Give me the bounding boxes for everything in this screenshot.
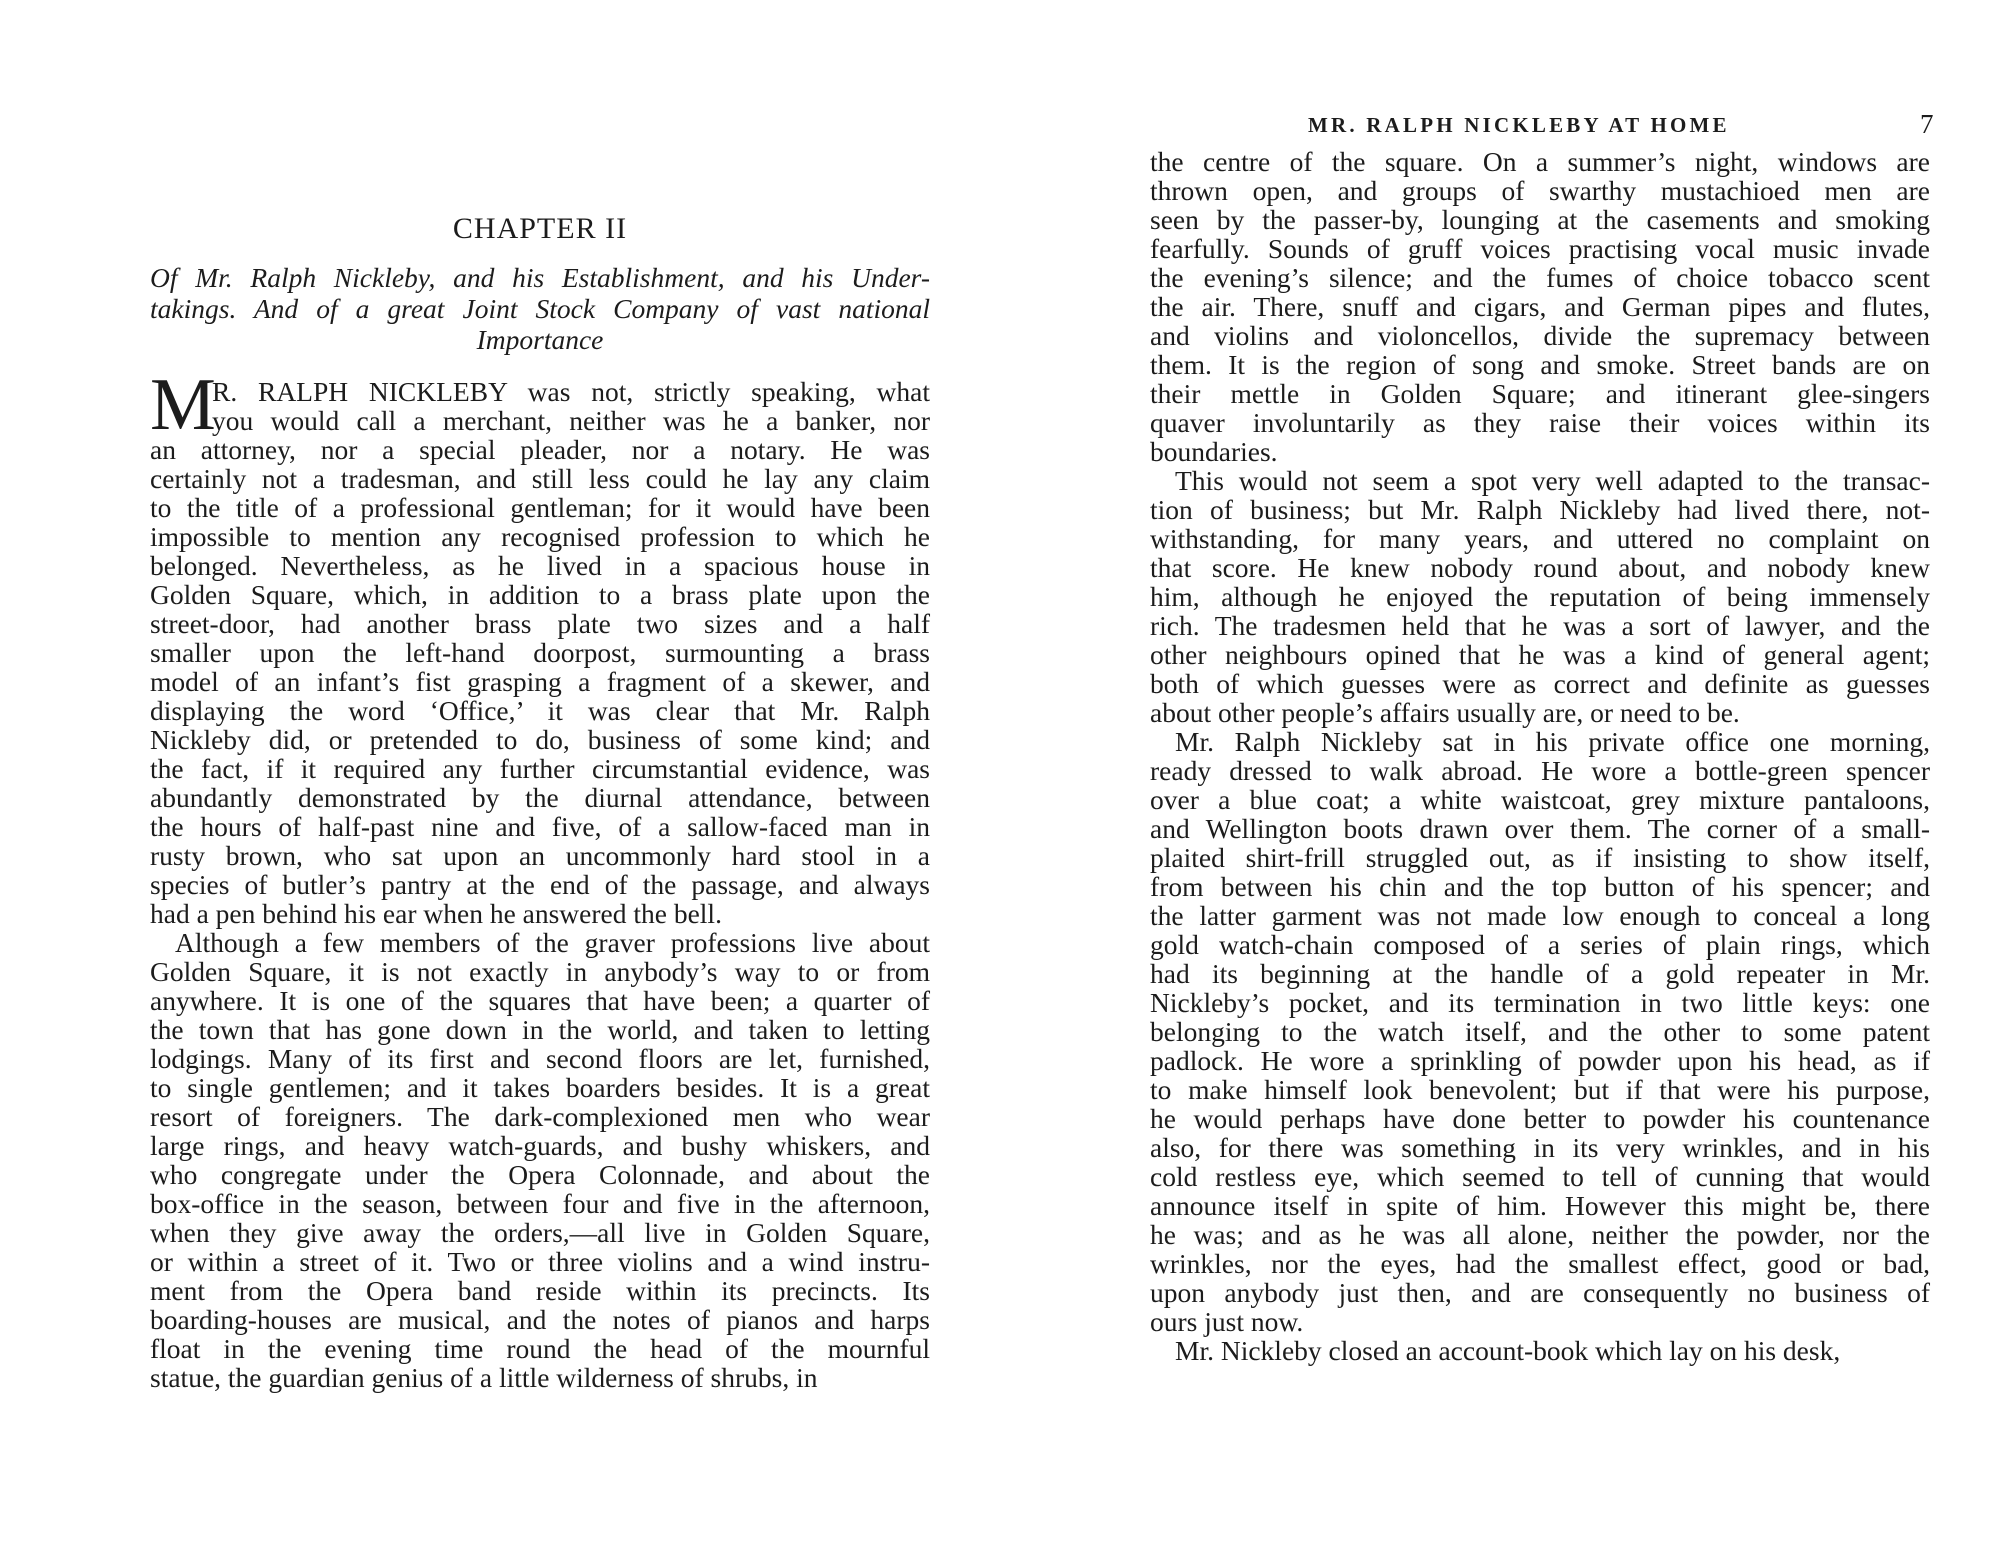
text-line: about other people’s affairs usually are, or need to be. xyxy=(1150,697,1740,728)
text-line: resort of foreigners. The dark-complexioned men who wear xyxy=(150,1101,930,1132)
text-line: This would not seem a spot very well adapted to the transac- xyxy=(1175,465,1930,496)
text-line: cold restless eye, which seemed to tell of cunning that would xyxy=(1150,1161,1930,1192)
running-head: MR. RALPH NICKLEBY AT HOME xyxy=(1308,113,1730,137)
text-line: certainly not a tradesman, and still less could he lay any claim xyxy=(150,463,930,494)
chapter-title: CHAPTER II xyxy=(452,212,628,245)
text-line: also, for there was something in its very wrinkles, and in his xyxy=(1150,1132,1930,1163)
text-line: you would call a merchant, neither was he a banker, nor xyxy=(212,405,930,436)
text-line: boarding-houses are musical, and the notes of pianos and harps xyxy=(150,1304,930,1335)
text-line: other neighbours opined that he was a kind of general agent; xyxy=(1150,639,1930,670)
text-line: Mr. Ralph Nickleby sat in his private office one morning, xyxy=(1175,726,1930,757)
chapter-subtitle xyxy=(150,262,930,355)
text-line: their mettle in Golden Square; and itinerant glee-singers xyxy=(1150,378,1930,409)
text-line: model of an infant’s fist grasping a fragment of a skewer, and xyxy=(150,666,930,697)
text-line: to make himself look benevolent; but if that were his purpose, xyxy=(1150,1074,1930,1105)
subtitle-line: Of Mr. Ralph Nickleby, and his Establishment, and his Under- xyxy=(150,262,930,293)
left-body-text xyxy=(150,364,930,1393)
text-line: R. RALPH NICKLEBY was not, strictly speaking, what xyxy=(212,376,930,407)
text-line: had a pen behind his ear when he answered the bell. xyxy=(150,898,722,929)
text-line: ours just now. xyxy=(1150,1306,1304,1337)
text-line: float in the evening time round the head of the mournful xyxy=(150,1333,930,1364)
text-line: Nickleby did, or pretended to do, business of some kind; and xyxy=(150,724,930,755)
text-line: ready dressed to walk abroad. He wore a bottle-green spencer xyxy=(1150,755,1930,786)
text-line: and Wellington boots drawn over them. The corner of a small- xyxy=(1150,813,1930,844)
text-line: had its beginning at the handle of a gold repeater in Mr. xyxy=(1150,958,1930,989)
text-line: Nickleby’s pocket, and its termination in two little keys: one xyxy=(1150,987,1930,1018)
subtitle-line: Importance xyxy=(476,324,604,355)
text-line: the hours of half-past nine and five, of a sallow-faced man in xyxy=(150,811,930,842)
text-line: rusty brown, who sat upon an uncommonly hard stool in a xyxy=(150,840,930,871)
text-line: rich. The tradesmen held that he was a sort of lawyer, and the xyxy=(1150,610,1930,641)
text-line: gold watch-chain composed of a series of plain rings, which xyxy=(1150,929,1930,960)
text-line: an attorney, nor a special pleader, nor a notary. He was xyxy=(150,434,930,465)
text-line: Golden Square, which, in addition to a brass plate upon the xyxy=(150,579,930,610)
text-line: belonging to the watch itself, and the other to some patent xyxy=(1150,1016,1930,1047)
text-line: and violins and violoncellos, divide the supremacy between xyxy=(1150,320,1930,351)
text-line: species of butler’s pantry at the end of the passage, and always xyxy=(150,869,930,900)
right-page xyxy=(1000,0,2000,1562)
text-line: that score. He knew nobody round about, and nobody knew xyxy=(1150,552,1930,583)
text-line: Golden Square, it is not exactly in anybody’s way to or from xyxy=(150,956,930,987)
text-line: from between his chin and the top button of his spencer; and xyxy=(1150,871,1930,902)
text-line: plaited shirt-frill struggled out, as if insisting to show itself, xyxy=(1150,842,1930,873)
text-line: them. It is the region of song and smoke. Street bands are on xyxy=(1150,349,1930,380)
text-line: him, although he enjoyed the reputation of being immensely xyxy=(1150,581,1930,612)
text-line: the centre of the square. On a summer’s night, windows are xyxy=(1150,146,1930,177)
right-body-text xyxy=(1150,147,1930,1365)
text-line: the town that has gone down in the world, and taken to letting xyxy=(150,1014,930,1045)
text-line: to the title of a professional gentleman; for it would have been xyxy=(150,492,930,523)
text-line: wrinkles, nor the eyes, had the smallest effect, good or bad, xyxy=(1150,1248,1930,1279)
text-line: statue, the guardian genius of a little wilderness of shrubs, in xyxy=(150,1362,818,1393)
text-line: announce itself in spite of him. However this might be, there xyxy=(1150,1190,1930,1221)
text-line: box-office in the season, between four and five in the afternoon, xyxy=(150,1188,930,1219)
text-line: smaller upon the left-hand doorpost, surmounting a brass xyxy=(150,637,930,668)
text-line: belonged. Nevertheless, as he lived in a spacious house in xyxy=(150,550,930,581)
text-line: fearfully. Sounds of gruff voices practising vocal music invade xyxy=(1150,233,1930,264)
text-line: he was; and as he was all alone, neither the powder, nor the xyxy=(1150,1219,1930,1250)
text-line: when they give away the orders,—all live in Golden Square, xyxy=(150,1217,930,1248)
text-line: withstanding, for many years, and uttered no complaint on xyxy=(1150,523,1930,554)
text-line: boundaries. xyxy=(1150,436,1278,467)
subtitle-line: takings. And of a great Joint Stock Company of vast national xyxy=(150,293,930,324)
text-line: upon anybody just then, and are consequently no business of xyxy=(1150,1277,1930,1308)
text-line: lodgings. Many of its first and second floors are let, furnished, xyxy=(150,1043,930,1074)
text-line: the evening’s silence; and the fumes of choice tobacco scent xyxy=(1150,262,1930,293)
text-line: the fact, if it required any further circumstantial evidence, was xyxy=(150,753,930,784)
text-line: quaver involuntarily as they raise their voices within its xyxy=(1150,407,1930,438)
drop-cap: M xyxy=(150,364,216,446)
page-number: 7 xyxy=(1920,109,1934,139)
text-line: street-door, had another brass plate two sizes and a half xyxy=(150,608,930,639)
text-line: large rings, and heavy watch-guards, and bushy whiskers, and xyxy=(150,1130,930,1161)
text-line: Although a few members of the graver professions live about xyxy=(175,927,930,958)
text-line: who congregate under the Opera Colonnade, and about the xyxy=(150,1159,930,1190)
text-line: Mr. Nickleby closed an account-book which lay on his desk, xyxy=(1175,1335,1841,1366)
text-line: or within a street of it. Two or three violins and a wind instru- xyxy=(150,1246,930,1277)
text-line: the latter garment was not made low enough to conceal a long xyxy=(1150,900,1930,931)
text-line: padlock. He wore a sprinkling of powder upon his head, as if xyxy=(1150,1045,1930,1076)
text-line: tion of business; but Mr. Ralph Nickleby had lived there, not- xyxy=(1150,494,1930,525)
text-line: impossible to mention any recognised profession to which he xyxy=(150,521,930,552)
text-line: ment from the Opera band reside within its precincts. Its xyxy=(150,1275,930,1306)
text-line: he would perhaps have done better to powder his countenance xyxy=(1150,1103,1930,1134)
text-line: both of which guesses were as correct and definite as guesses xyxy=(1150,668,1930,699)
text-line: anywhere. It is one of the squares that have been; a quarter of xyxy=(150,985,930,1016)
text-line: over a blue coat; a white waistcoat, grey mixture pantaloons, xyxy=(1150,784,1930,815)
text-line: displaying the word ‘Office,’ it was clear that Mr. Ralph xyxy=(150,695,930,726)
text-line: to single gentlemen; and it takes boarders besides. It is a great xyxy=(150,1072,930,1103)
text-line: thrown open, and groups of swarthy mustachioed men are xyxy=(1150,175,1930,206)
text-line: the air. There, snuff and cigars, and German pipes and flutes, xyxy=(1150,291,1930,322)
text-line: abundantly demonstrated by the diurnal attendance, between xyxy=(150,782,930,813)
text-line: seen by the passer-by, lounging at the casements and smoking xyxy=(1150,204,1930,235)
